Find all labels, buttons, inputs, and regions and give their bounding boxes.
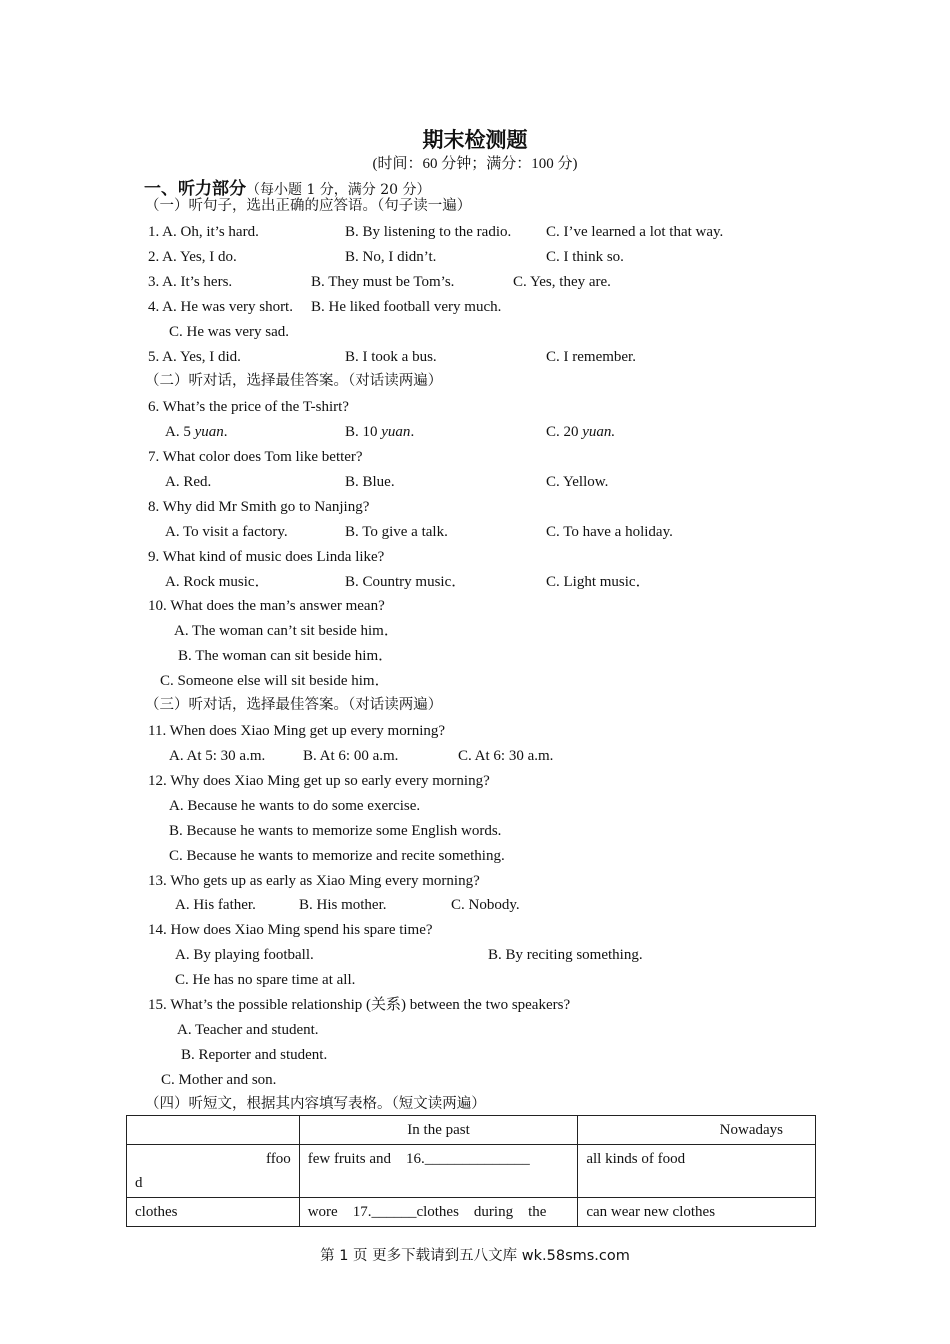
q8-option-a: A. To visit a factory. xyxy=(165,524,288,540)
q6-option-c: C. 20 yuan. xyxy=(546,424,616,440)
q13-option-a: A. His father. xyxy=(175,897,256,913)
q14-option-b: B. By reciting something. xyxy=(488,947,643,963)
q9-option-a: A. Rock music． xyxy=(165,574,270,590)
fill-in-table xyxy=(126,1115,816,1227)
exam-info: (时间：60 分钟；满分：100 分) xyxy=(372,156,578,172)
q13-option-c: C. Nobody. xyxy=(451,897,520,913)
table-row-food xyxy=(127,1145,816,1198)
q6-option-b: B. 10 yuan. xyxy=(345,424,415,440)
q11-question: 11. When does Xiao Ming get up every morning? xyxy=(148,723,446,739)
q1-option-a: 1. A. Oh, it’s hard. xyxy=(148,224,259,240)
q10-question: 10. What does the man’s answer mean? xyxy=(148,598,385,614)
q2-option-a: 2. A. Yes, I do. xyxy=(148,249,237,265)
table-cell-clothes-now: can wear new clothes xyxy=(578,1198,816,1227)
q8-option-b: B. To give a talk. xyxy=(345,524,448,540)
table-row-label-food: ffoo d xyxy=(127,1145,300,1198)
table-cell-food-past: few fruits and 16.______________ xyxy=(299,1145,578,1198)
q11-option-c: C. At 6: 30 a.m. xyxy=(458,748,554,764)
page-footer: 第 1 页 更多下载请到五八文库 wk.58sms.com xyxy=(320,1248,630,1264)
q3-option-a: 3. A. It’s hers. xyxy=(148,274,233,290)
table-header-past: In the past xyxy=(299,1116,578,1145)
table-header-row xyxy=(127,1116,816,1145)
section-note: （每小题 1 分，满分 20 分） xyxy=(246,182,431,198)
q9-option-c: C. Light music． xyxy=(546,574,651,590)
table-row-clothes xyxy=(127,1198,816,1227)
part2-heading: （二）听对话，选择最佳答案。（对话读两遍） xyxy=(145,373,443,389)
q1-option-c: C. I’ve learned a lot that way. xyxy=(546,224,724,240)
q6-option-a: A. 5 yuan. xyxy=(165,424,228,440)
q5-option-b: B. I took a bus. xyxy=(345,349,437,365)
q14-option-c: C. He has no spare time at all. xyxy=(175,972,356,988)
q8-option-c: C. To have a holiday. xyxy=(546,524,673,540)
q7-option-c: C. Yellow. xyxy=(546,474,609,490)
part4-heading: （四）听短文，根据其内容填写表格。（短文读两遍） xyxy=(145,1096,486,1112)
q13-question: 13. Who gets up as early as Xiao Ming every morning? xyxy=(148,873,480,889)
table-row-label-clothes: clothes xyxy=(127,1198,300,1227)
q7-option-b: B. Blue. xyxy=(345,474,395,490)
q2-option-c: C. I think so. xyxy=(546,249,624,265)
q12-option-c: C. Because he wants to memorize and recite something. xyxy=(169,848,505,864)
q9-option-b: B. Country music． xyxy=(345,574,467,590)
q12-question: 12. Why does Xiao Ming get up so early every morning? xyxy=(148,773,490,789)
page-title: 期末检测题 xyxy=(422,128,528,152)
q14-option-a: A. By playing football. xyxy=(175,947,314,963)
table-cell-food-now: all kinds of food xyxy=(578,1145,816,1198)
q4-option-a: 4. A. He was very short. xyxy=(148,299,293,315)
table-header-blank xyxy=(127,1116,300,1145)
q11-option-b: B. At 6: 00 a.m. xyxy=(303,748,399,764)
q9-question: 9. What kind of music does Linda like? xyxy=(148,549,385,565)
q12-option-b: B. Because he wants to memorize some English words. xyxy=(169,823,502,839)
q1-option-b: B. By listening to the radio. xyxy=(345,224,512,240)
q10-option-a: A. The woman can’t sit beside him． xyxy=(174,623,399,639)
q10-option-c: C. Someone else will sit beside him． xyxy=(160,673,390,689)
q5-option-a: 5. A. Yes, I did. xyxy=(148,349,241,365)
q7-question: 7. What color does Tom like better? xyxy=(148,449,363,465)
q3-option-b: B. They must be Tom’s. xyxy=(311,274,455,290)
q4-option-b: B. He liked football very much. xyxy=(311,299,502,315)
q2-option-b: B. No, I didn’t. xyxy=(345,249,437,265)
table-cell-clothes-past: wore 17.______clothes during the xyxy=(299,1198,578,1227)
part1-heading: （一）听句子，选出正确的应答语。（句子读一遍） xyxy=(145,198,472,214)
section-title: 一、听力部分 xyxy=(144,179,246,199)
q15-question: 15. What’s the possible relationship (关系) between the two speakers? xyxy=(148,997,571,1013)
q4-option-c: C. He was very sad. xyxy=(169,324,289,340)
q15-option-b: B. Reporter and student. xyxy=(181,1047,328,1063)
q7-option-a: A. Red. xyxy=(165,474,212,490)
q13-option-b: B. His mother. xyxy=(299,897,387,913)
q3-option-c: C. Yes, they are. xyxy=(513,274,611,290)
q8-question: 8. Why did Mr Smith go to Nanjing? xyxy=(148,499,370,515)
q15-option-a: A. Teacher and student. xyxy=(177,1022,319,1038)
q6-question: 6. What’s the price of the T-shirt? xyxy=(148,399,349,415)
q14-question: 14. How does Xiao Ming spend his spare time? xyxy=(148,922,433,938)
q15-option-c: C. Mother and son. xyxy=(161,1072,277,1088)
q10-option-b: B. The woman can sit beside him． xyxy=(178,648,394,664)
table-header-now: Nowadays xyxy=(578,1116,816,1145)
q5-option-c: C. I remember. xyxy=(546,349,636,365)
q11-option-a: A. At 5: 30 a.m. xyxy=(169,748,266,764)
part3-heading: （三）听对话，选择最佳答案。（对话读两遍） xyxy=(145,697,443,713)
q12-option-a: A. Because he wants to do some exercise. xyxy=(169,798,421,814)
